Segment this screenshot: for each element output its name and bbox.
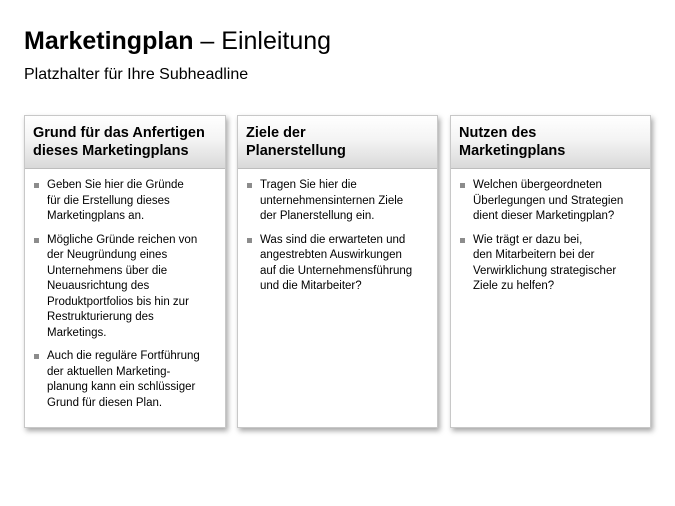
list-item-line: Marketings. [47, 326, 107, 339]
card-body [238, 169, 437, 295]
list-item-line: Wie trägt er dazu bei, [473, 233, 583, 246]
list-item [460, 233, 644, 295]
list-item-line: Tragen Sie hier die [260, 179, 357, 191]
list-item-line: Geben Sie hier die Gründe [47, 179, 184, 191]
card-body [451, 169, 650, 295]
list-item-line: angestrebten Auswirkungen [260, 249, 402, 261]
list-item-line: planung kann ein schlüssiger [47, 381, 196, 393]
card-header-line: Planerstellung [246, 143, 346, 159]
page-title [24, 25, 331, 57]
card-reason [24, 115, 226, 428]
list-item-line: Restrukturierung des [47, 311, 154, 323]
title-rest: – Einleitung [193, 27, 332, 55]
list-item-line: Produktportfolios bis hin zur [47, 295, 189, 308]
list-item-line: für die Erstellung dieses [47, 194, 170, 207]
list-item-line: unternehmensinternen Ziele [260, 194, 404, 207]
bullet-square-icon [247, 183, 252, 188]
list-item-line: Marketingplans an. [47, 210, 145, 222]
card-goals [237, 115, 438, 428]
list-item-line: Neuausrichtung des [47, 280, 150, 292]
card-header-line: dieses Marketingplans [33, 143, 189, 159]
card-header-line: Nutzen des [459, 125, 537, 141]
card-benefits [450, 115, 651, 428]
card-header [451, 116, 650, 169]
card-body [25, 169, 225, 411]
list-item [247, 178, 431, 225]
list-item-line: Ziele zu helfen? [473, 280, 555, 292]
list-item-line: den Mitarbeitern bei der [473, 249, 595, 261]
bullet-square-icon [247, 238, 252, 243]
bullet-square-icon [460, 238, 465, 243]
list-item-line: Verwirklichung strategischer [473, 264, 617, 277]
list-item-line: der Neugründung eines [47, 249, 168, 261]
list-item [247, 233, 431, 295]
list-item [34, 178, 219, 225]
list-item-line: Welchen übergeordneten [473, 179, 602, 191]
list-item-line: auf die Unternehmensführung [260, 264, 413, 277]
bullet-square-icon [34, 354, 39, 359]
card-header [25, 116, 225, 169]
list-item [34, 233, 219, 342]
card-header [238, 116, 437, 169]
list-item-line: Grund für diesen Plan. [47, 396, 163, 409]
bullet-square-icon [34, 238, 39, 243]
bullet-square-icon [460, 183, 465, 188]
list-item [460, 178, 644, 225]
list-item [34, 349, 219, 411]
card-header-line: Marketingplans [459, 143, 566, 159]
list-item-line: Mögliche Gründe reichen von [47, 233, 198, 246]
list-item-line: Was sind die erwarteten und [260, 233, 406, 246]
title-bold: Marketingplan [24, 27, 194, 55]
list-item-line: der Planerstellung ein. [260, 210, 375, 222]
card-header-line: Ziele der [246, 125, 306, 141]
card-header-line: Grund für das Anfertigen [33, 125, 205, 141]
list-item-line: Auch die reguläre Fortführung [47, 350, 200, 362]
page-subtitle: Platzhalter für Ihre Subheadline [24, 66, 249, 83]
bullet-square-icon [34, 183, 39, 188]
list-item-line: Überlegungen und Strategien [473, 194, 624, 207]
list-item-line: der aktuellen Marketing- [47, 365, 171, 378]
list-item-line: dient dieser Marketingplan? [473, 210, 615, 222]
list-item-line: Unternehmens über die [47, 264, 168, 277]
list-item-line: und die Mitarbeiter? [260, 280, 362, 292]
